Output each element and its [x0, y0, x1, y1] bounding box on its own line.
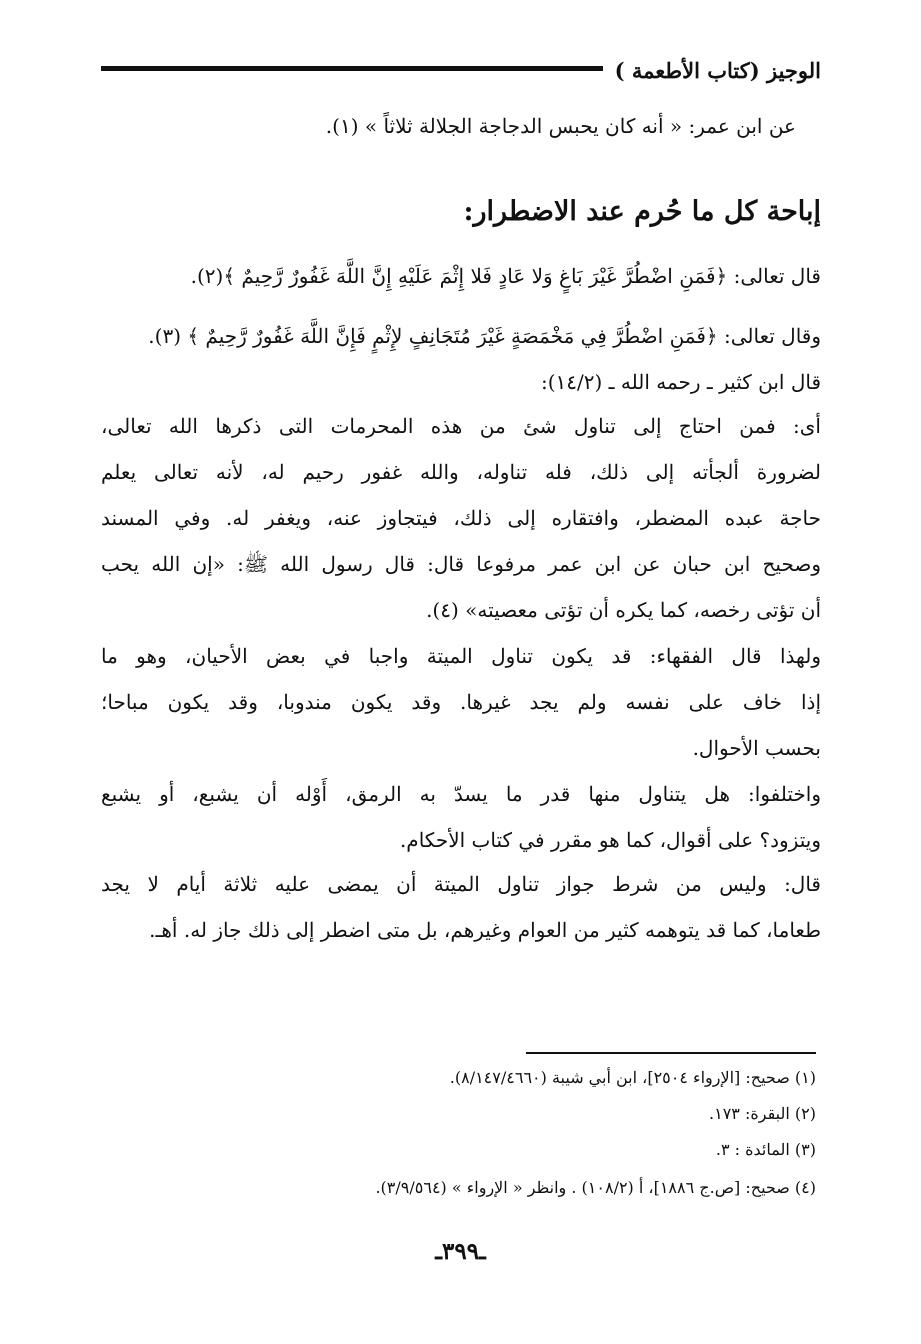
paragraph-line: ولهذا قال الفقهاء: قد يكون تناول الميتة واجبا في بعض الأحيان، وهو ما [101, 644, 821, 668]
page-number-value: ٣٩٩ [441, 1238, 480, 1265]
verse-2: وقال تعالى: ﴿فَمَنِ اضْطُرَّ فِي مَخْمَصَةٍ غَيْرَ مُتَجَانِفٍ لإِثْمٍ فَإِنَّ اللَّهَ غَفُورٌ رَّحِيمٌ ﴾ (٣). [148, 324, 821, 348]
paragraph-line: وصحيح ابن حبان عن ابن عمر مرفوعا قال: قال رسول الله ﷺ: «إن الله يحب [101, 552, 821, 576]
source-line: قال ابن كثير ـ رحمه الله ـ (١٤/٢): [541, 370, 821, 394]
header-rule [101, 66, 603, 71]
running-header [101, 52, 821, 88]
paragraph-line: واختلفوا: هل يتناول منها قدر ما يسدّ به الرمق، أَوْله أن يشبع، أو يشبع [101, 782, 821, 806]
footnote-2: (٢) البقرة: ١٧٣. [709, 1104, 816, 1123]
page-number [0, 1238, 921, 1265]
paragraph-line: طعاما، كما قد يتوهمه كثير من العوام وغيرهم، بل متى اضطر إلى ذلك جاز له. أهـ. [149, 918, 821, 942]
footnote-1: (١) صحيح: [الإرواء ٢٥٠٤]، ابن أبي شيبة (٨/١٤٧/٤٦٦٠). [449, 1068, 816, 1087]
footnote-rule [526, 1052, 816, 1054]
header-title: الوجيز (كتاب الأطعمة ) [614, 57, 821, 83]
page-number-dash-left: ـ [435, 1238, 442, 1265]
paragraph-line: إذا خاف على نفسه ولم يجد غيرها. وقد يكون مندوبا، وقد يكون مباحا؛ [101, 690, 821, 714]
section-heading: إباحة كل ما حُرم عند الاضطرار: [463, 196, 821, 227]
page-number-dash-right: ـ [479, 1238, 486, 1265]
paragraph-line: لضرورة ألجأته إلى ذلك، فله تناوله، والله غفور رحيم له، لأنه تعالى يعلم [101, 460, 821, 484]
paragraph-line: قال: وليس من شرط جواز تناول الميتة أن يمضى عليه ثلاثة أيام لا يجد [101, 872, 821, 896]
intro-line: عن ابن عمر: « أنه كان يحبس الدجاجة الجلالة ثلاثاً » (١). [325, 114, 796, 138]
footnote-3: (٣) المائدة : ٣. [715, 1140, 816, 1159]
paragraph-line: أى: فمن احتاج إلى تناول شئ من هذه المحرمات التى ذكرها الله تعالى، [101, 414, 821, 438]
footnote-4: (٤) صحيح: [ص.ج ١٨٨٦]، أ (١٠٨/٢) . وانظر « الإرواء » (٣/٩/٥٦٤). [375, 1178, 816, 1197]
paragraph-line: ويتزود؟ على أقوال، كما هو مقرر في كتاب الأحكام. [399, 828, 821, 852]
verse-1: قال تعالى: ﴿فَمَنِ اضْطُرَّ غَيْرَ بَاغٍ وَلا عَادٍ فَلا إِثْمَ عَلَيْهِ إِنَّ اللَّهَ غَفُورٌ رَّحِيمٌ ﴾(٢). [190, 264, 821, 288]
paragraph-line: بحسب الأحوال. [692, 736, 821, 760]
paragraph-line: حاجة عبده المضطر، وافتقاره إلى ذلك، فيتجاوز عنه، ويغفر له. وفي المسند [101, 506, 821, 530]
paragraph-line: أن تؤتى رخصه، كما يكره أن تؤتى معصيته» (٤). [426, 598, 821, 622]
